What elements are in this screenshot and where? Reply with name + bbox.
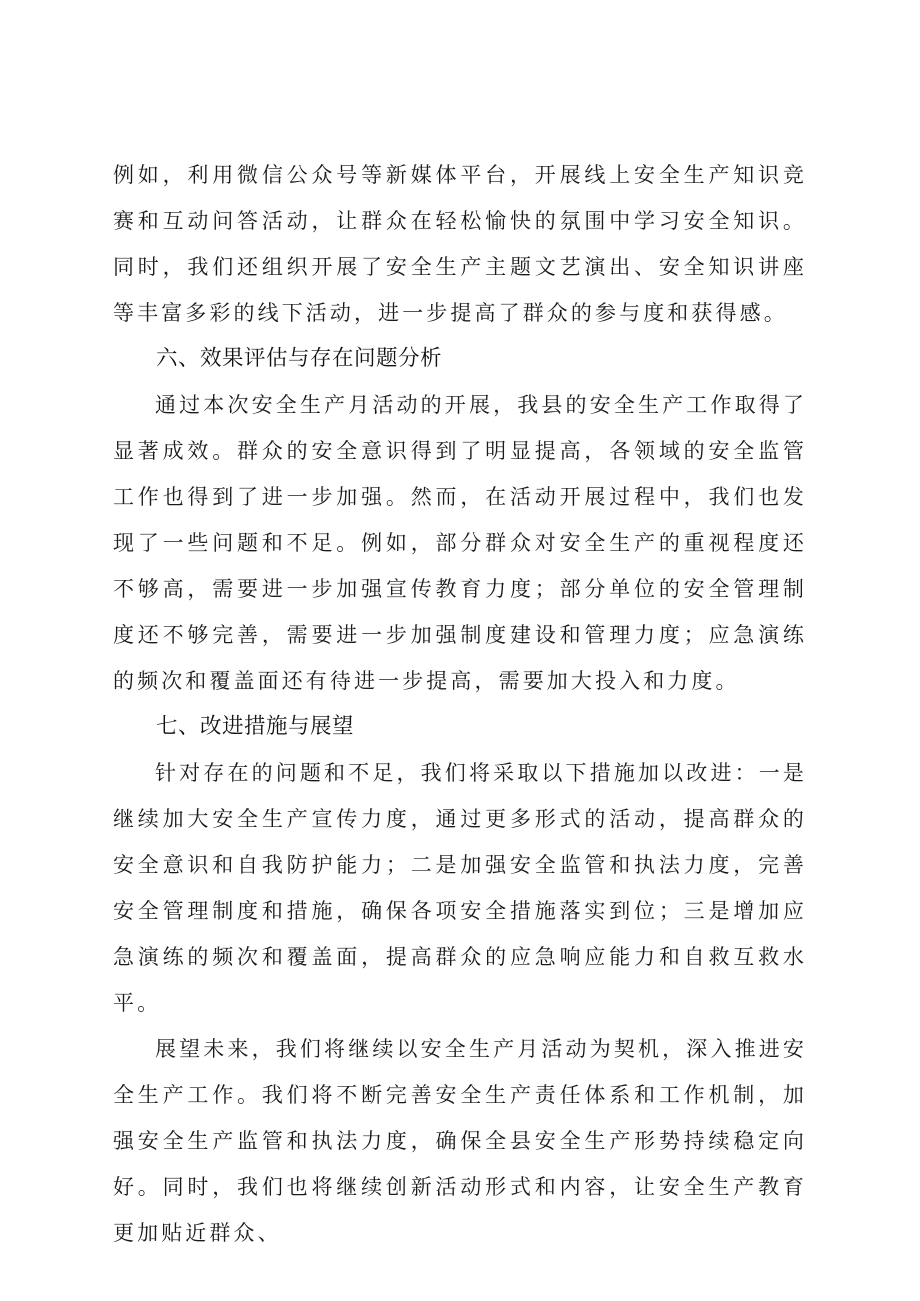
paragraph-improvement-measures: 针对存在的问题和不足，我们将采取以下措施加以改进：一是继续加大安全生产宣传力度，通过更多形式的活动，提高群众的安全意识和自我防护能力；二是加强安全监管和执法力度，完善安全管理制度和措施，确保各项安全措施落实到位；三是增加应急演练的频次和覆盖面，提高群众的应急响应能力和自救互救水平。 bbox=[113, 761, 807, 1015]
paragraph-evaluation: 通过本次安全生产月活动的开展，我县的安全生产工作取得了显著成效。群众的安全意识得到了明显提高，各领域的安全监管工作也得到了进一步加强。然而，在活动开展过程中，我们也发现了一些问题和不足。例如，部分群众对安全生产的重视程度还不够高，需要进一步加强宣传教育力度；部分单位的安全管理制度还不够完善，需要进一步加强制度建设和管理力度；应急演练的频次和覆盖面还有待进一步提高，需要加大投入和力度。 bbox=[113, 393, 807, 693]
paragraph-new-media-activities: 例如，利用微信公众号等新媒体平台，开展线上安全生产知识竞赛和互动问答活动，让群众在轻松愉快的氛围中学习安全知识。同时，我们还组织开展了安全生产主题文艺演出、安全知识讲座等丰富多彩的线下活动，进一步提高了群众的参与度和获得感。 bbox=[113, 163, 807, 325]
document-body bbox=[113, 152, 807, 1256]
section-heading-evaluation: 六、效果评估与存在问题分析 bbox=[156, 346, 443, 371]
paragraph-outlook: 展望未来，我们将继续以安全生产月活动为契机，深入推进安全生产工作。我们将不断完善安全生产责任体系和工作机制，加强安全生产监管和执法力度，确保全县安全生产形势持续稳定向好。同时，我们也将继续创新活动形式和内容，让安全生产教育更加贴近群众、 bbox=[113, 1037, 807, 1245]
section-heading-improvement: 七、改进措施与展望 bbox=[156, 714, 355, 739]
